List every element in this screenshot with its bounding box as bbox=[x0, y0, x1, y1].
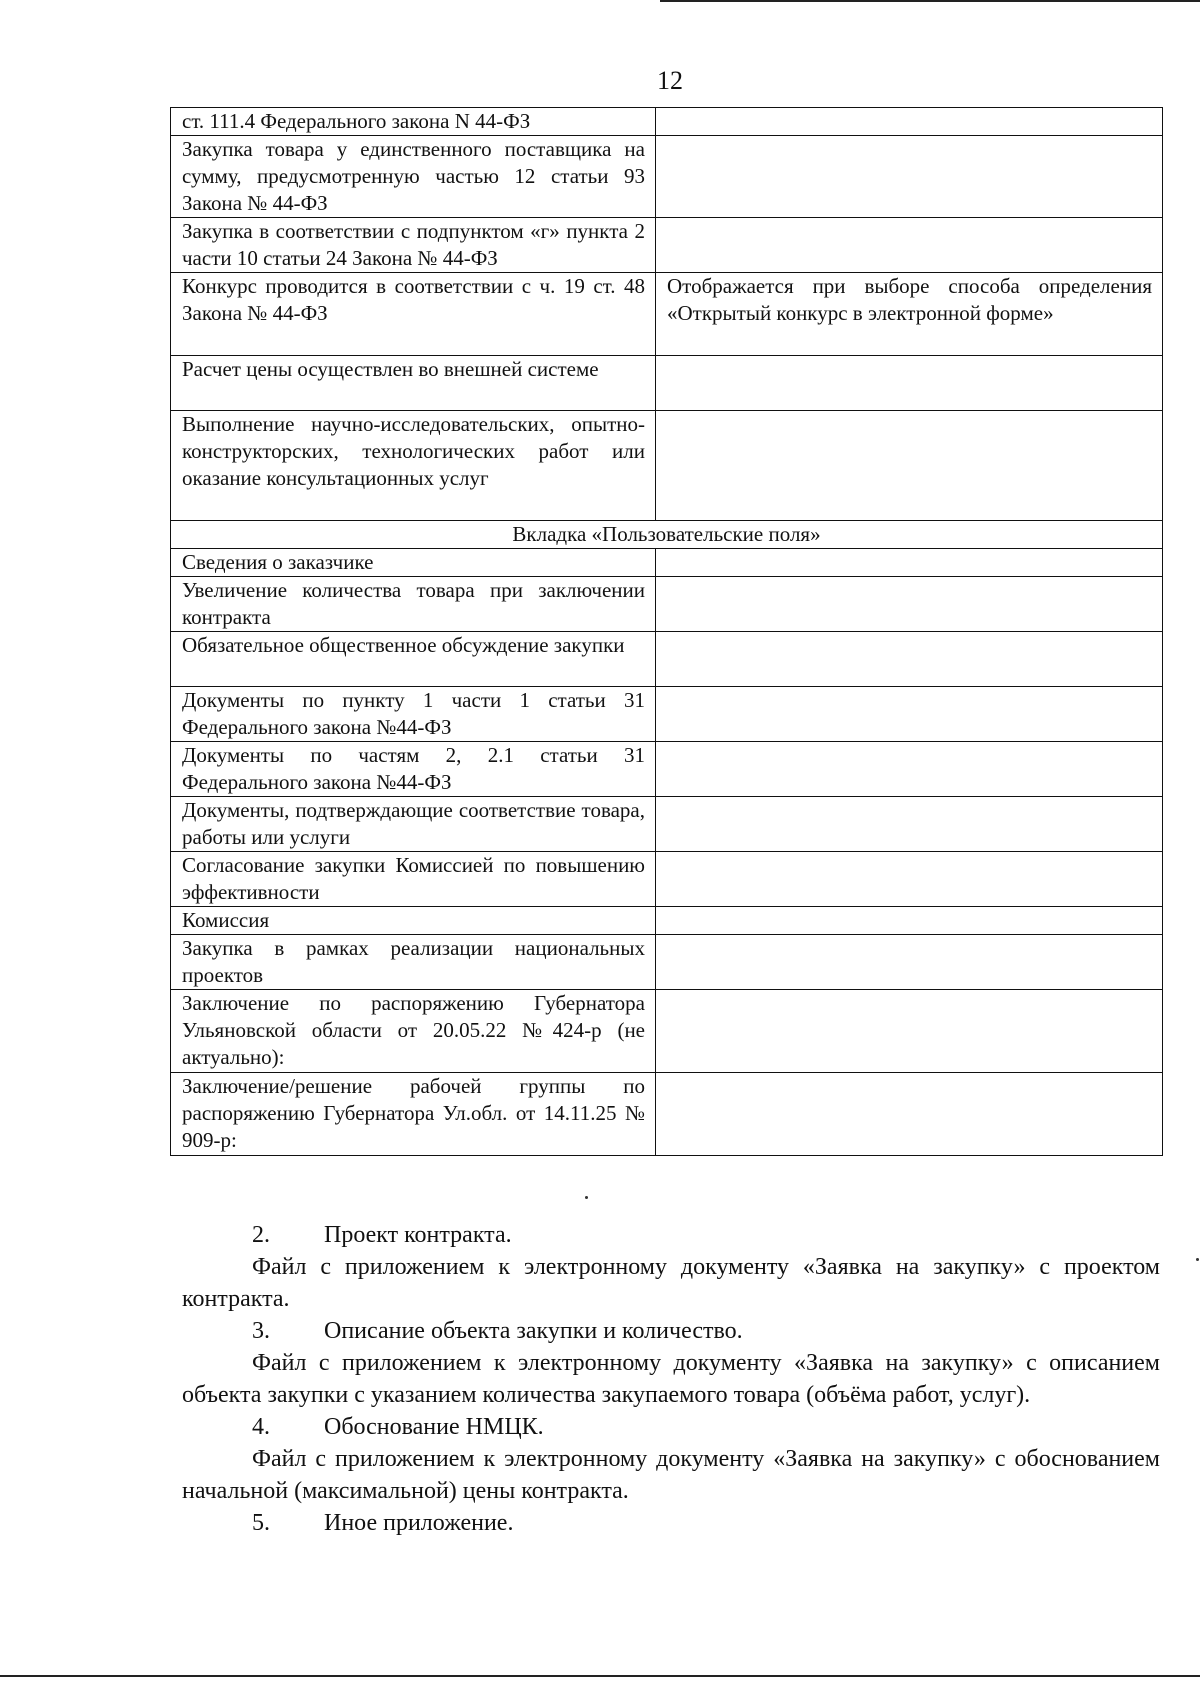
table-row bbox=[171, 218, 1163, 273]
field-note bbox=[656, 687, 1163, 742]
field-label: Документы по пункту 1 части 1 статьи 31 Федерального закона №44-ФЗ bbox=[171, 687, 656, 742]
item-description: Файл с приложением к электронному документу «Заявка на закупку» с описанием объекта закупки с указанием количества закупаемого товара (объёма работ, услуг). bbox=[182, 1350, 1160, 1408]
table-row bbox=[171, 852, 1163, 907]
field-label: Обязательное общественное обсуждение закупки bbox=[171, 632, 656, 687]
item-number: 5. bbox=[252, 1510, 270, 1536]
table-row bbox=[171, 907, 1163, 935]
field-note bbox=[656, 136, 1163, 218]
table-row bbox=[171, 935, 1163, 990]
bottom-edge-rule bbox=[0, 1675, 1200, 1677]
top-edge-rule bbox=[660, 0, 1200, 2]
attachments-list bbox=[182, 1219, 1160, 1539]
field-label: Заключение по распоряжению Губернатора Ульяновской области от 20.05.22 №424-р (не актуально): bbox=[171, 990, 656, 1073]
item-number: 3. bbox=[252, 1318, 270, 1344]
table-row bbox=[171, 108, 1163, 136]
item-title: Обоснование НМЦК. bbox=[324, 1414, 544, 1440]
field-label: Закупка в рамках реализации национальных проектов bbox=[171, 935, 656, 990]
table-row bbox=[171, 1073, 1163, 1156]
table-row bbox=[171, 797, 1163, 852]
field-label: ст. 111.4 Федерального закона N 44-ФЗ bbox=[171, 108, 656, 136]
field-note bbox=[656, 852, 1163, 907]
item-title: Проект контракта. bbox=[324, 1222, 512, 1248]
field-note bbox=[656, 742, 1163, 797]
table-row bbox=[171, 990, 1163, 1073]
list-item-heading bbox=[182, 1411, 1160, 1443]
table-row bbox=[171, 742, 1163, 797]
section-title: Вкладка «Пользовательские поля» bbox=[171, 521, 1163, 549]
item-title: Иное приложение. bbox=[324, 1510, 514, 1536]
field-label: Заключение/решение рабочей группы по распоряжению Губернатора Ул.обл. от 14.11.25 № 909-р: bbox=[171, 1073, 656, 1156]
item-number: 2. bbox=[252, 1222, 270, 1248]
field-note bbox=[656, 577, 1163, 632]
field-note bbox=[656, 907, 1163, 935]
field-label: Комиссия bbox=[171, 907, 656, 935]
field-label: Закупка товара у единственного поставщика на сумму, предусмотренную частью 12 статьи 93 Закона № 44-ФЗ bbox=[171, 136, 656, 218]
field-label: Расчет цены осуществлен во внешней системе bbox=[171, 356, 656, 411]
item-description: Файл с приложением к электронному документу «Заявка на закупку» с обоснованием начальной (максимальной) цены контракта. bbox=[182, 1446, 1160, 1504]
field-label: Конкурс проводится в соответствии с ч. 19 ст. 48 Закона № 44-ФЗ bbox=[171, 273, 656, 356]
field-label: Документы, подтверждающие соответствие товара, работы или услуги bbox=[171, 797, 656, 852]
field-label: Закупка в соответствии с подпунктом «г» пункта 2 части 10 статьи 24 Закона № 44-ФЗ bbox=[171, 218, 656, 273]
field-label: Сведения о заказчике bbox=[171, 549, 656, 577]
field-label: Документы по частям 2, 2.1 статьи 31 Федерального закона №44-ФЗ bbox=[171, 742, 656, 797]
field-label: Согласование закупки Комиссией по повышению эффективности bbox=[171, 852, 656, 907]
scan-speck bbox=[1196, 1258, 1199, 1261]
table-row bbox=[171, 356, 1163, 411]
table-row bbox=[171, 632, 1163, 687]
section-header-row bbox=[171, 521, 1163, 549]
fields-table bbox=[170, 107, 1163, 1156]
table-row bbox=[171, 549, 1163, 577]
item-description: Файл с приложением к электронному документу «Заявка на закупку» с проектом контракта. bbox=[182, 1254, 1160, 1312]
field-label: Увеличение количества товара при заключении контракта bbox=[171, 577, 656, 632]
field-note bbox=[656, 632, 1163, 687]
list-item-heading bbox=[182, 1219, 1160, 1251]
field-note bbox=[656, 218, 1163, 273]
field-note: Отображается при выборе способа определения «Открытый конкурс в электронной форме» bbox=[656, 273, 1163, 356]
table-row bbox=[171, 577, 1163, 632]
table-row bbox=[171, 687, 1163, 742]
field-note bbox=[656, 108, 1163, 136]
field-note bbox=[656, 990, 1163, 1073]
table-row bbox=[171, 411, 1163, 521]
item-title: Описание объекта закупки и количество. bbox=[324, 1318, 743, 1344]
field-note bbox=[656, 549, 1163, 577]
field-note bbox=[656, 935, 1163, 990]
table-row bbox=[171, 136, 1163, 218]
scan-speck bbox=[585, 1196, 588, 1199]
field-note bbox=[656, 411, 1163, 521]
field-note bbox=[656, 1073, 1163, 1156]
field-note bbox=[656, 797, 1163, 852]
list-item-heading bbox=[182, 1507, 1160, 1539]
item-number: 4. bbox=[252, 1414, 270, 1440]
field-label: Выполнение научно-исследовательских, опытно-конструкторских, технологических работ или оказание консультационных услуг bbox=[171, 411, 656, 521]
list-item-heading bbox=[182, 1315, 1160, 1347]
table-row bbox=[171, 273, 1163, 356]
field-note bbox=[656, 356, 1163, 411]
page-number: 12 bbox=[657, 66, 683, 95]
